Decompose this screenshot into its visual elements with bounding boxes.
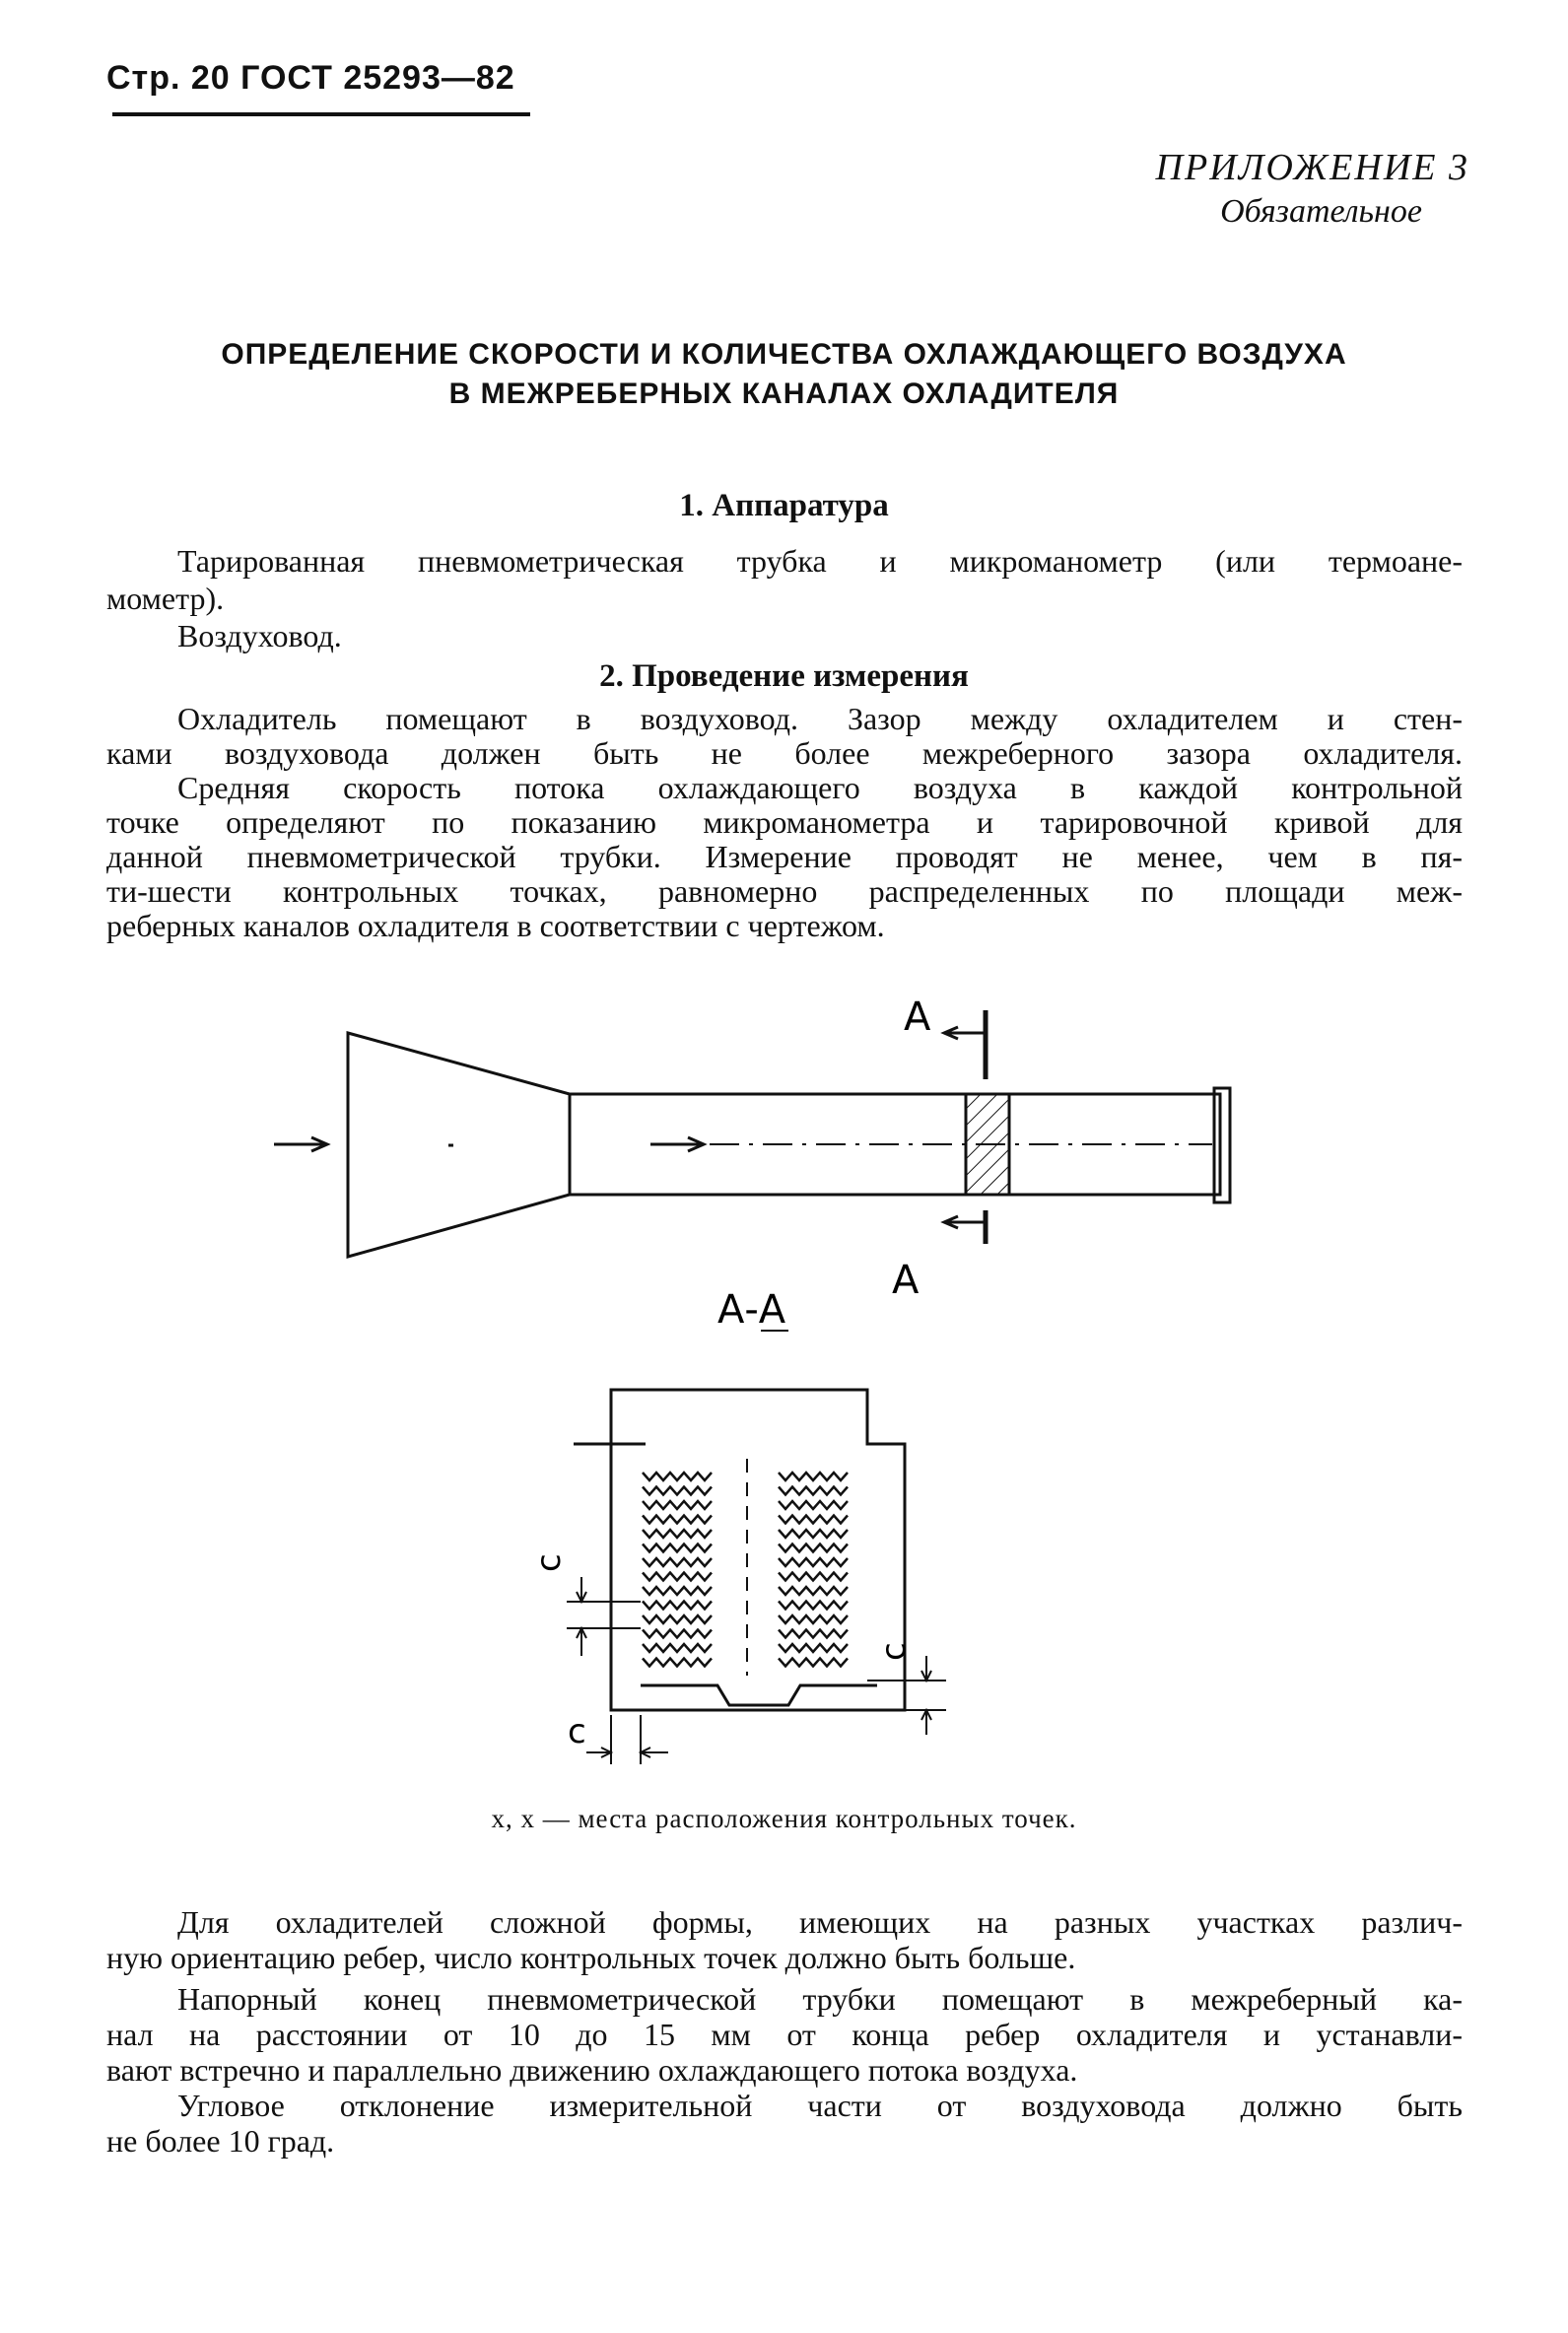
fin	[779, 1544, 848, 1552]
fin	[643, 1501, 712, 1509]
closing-line: Угловое отклонение измерительной части от воздуховода должно быть	[177, 2088, 1463, 2123]
section-1-p1-line-2: мометр).	[106, 581, 225, 616]
section-label-top: А	[904, 995, 931, 1040]
fin	[779, 1487, 848, 1495]
fin	[779, 1530, 848, 1538]
fin	[643, 1558, 712, 1566]
duct-funnel	[348, 1033, 570, 1257]
section-2-line: ти-шести контрольных точках, равномерно распределенных по площади меж-	[106, 873, 1463, 909]
base-contour	[641, 1685, 877, 1705]
section-2-line: данной пневмометрической трубки. Измерение проводят не менее, чем в пя-	[106, 839, 1463, 874]
section-2-line: Охладитель помещают в воздуховод. Зазор между охладителем и стен-	[177, 701, 1463, 736]
fin	[643, 1530, 712, 1538]
duct-end-cap	[1214, 1088, 1230, 1202]
fin	[779, 1644, 848, 1652]
section-2-line: Средняя скорость потока охлаждающего воздуха в каждой контрольной	[177, 770, 1463, 805]
fins-left	[643, 1473, 712, 1667]
fin	[643, 1516, 712, 1524]
closing-line: вают встречно и параллельно движению охлаждающего потока воздуха.	[106, 2052, 1078, 2088]
section-2-line: точке определяют по показанию микроманометра и тарировочной кривой для	[106, 804, 1463, 840]
closing-line: ную ориентацию ребер, число контрольных точек должно быть больше.	[106, 1940, 1076, 1975]
section-label-bottom: А	[892, 1258, 920, 1303]
fin	[643, 1659, 712, 1667]
dim-label-bottom: с	[568, 1712, 586, 1751]
fin	[643, 1644, 712, 1652]
fin	[779, 1473, 848, 1480]
figure-caption: x, x — места расположения контрольных точек.	[491, 1804, 1077, 1833]
fin	[779, 1573, 848, 1581]
fin	[779, 1630, 848, 1638]
appendix-subtitle: Обязательное	[1220, 193, 1422, 230]
fin	[643, 1487, 712, 1495]
fin	[643, 1615, 712, 1623]
page-header: Стр. 20 ГОСТ 25293—82	[106, 59, 515, 97]
fin	[779, 1516, 848, 1524]
fin	[643, 1473, 712, 1480]
closing-line: нал на расстоянии от 10 до 15 мм от конца ребер охладителя и устанавли-	[106, 2017, 1463, 2052]
dimension-marks	[567, 1577, 946, 1764]
fin	[779, 1501, 848, 1509]
section-aa-base	[641, 1459, 877, 1705]
closing-line: не более 10 град.	[106, 2123, 335, 2159]
fin	[643, 1544, 712, 1552]
fins-right	[779, 1473, 848, 1667]
section-view-label: А-А	[717, 1287, 786, 1333]
closing-line: Для охладителей сложной формы, имеющих на разных участках различ-	[177, 1904, 1463, 1940]
appendix-title: ПРИЛОЖЕНИЕ 3	[1155, 147, 1469, 188]
fin	[643, 1602, 712, 1610]
section-1-heading: 1. Аппаратура	[679, 488, 889, 523]
dim-label-right: с	[874, 1642, 914, 1661]
title-line-2: В МЕЖРЕБЕРНЫХ КАНАЛАХ ОХЛАДИТЕЛЯ	[448, 377, 1120, 410]
fin	[779, 1602, 848, 1610]
section-2-line: ками воздуховода должен быть не более межреберного зазора охладителя.	[106, 735, 1463, 771]
closing-text	[106, 1904, 1463, 2159]
section-1-paragraph-2: Воздуховод.	[177, 618, 342, 653]
fin	[643, 1573, 712, 1581]
section-2-line: реберных каналов охладителя в соответствии с чертежом.	[106, 908, 885, 943]
fin	[643, 1587, 712, 1595]
dim-label-left: с	[529, 1553, 569, 1572]
fin	[779, 1615, 848, 1623]
section-1-p1-line-1: Тарированная пневмометрическая трубка и микроманометр (или термоане-	[177, 543, 1463, 579]
fin	[779, 1659, 848, 1667]
title-line-1: ОПРЕДЕЛЕНИЕ СКОРОСТИ И КОЛИЧЕСТВА ОХЛАЖДАЮЩЕГО ВОЗДУХА	[221, 338, 1347, 371]
fin	[643, 1630, 712, 1638]
duct-drawing	[274, 1010, 1230, 1257]
section-aa-drawing	[574, 1390, 905, 1710]
section-2-heading: 2. Проведение измерения	[599, 658, 969, 694]
closing-line: Напорный конец пневмометрической трубки помещают в межреберный ка-	[177, 1981, 1463, 2017]
section-aa-outline	[611, 1390, 905, 1710]
fin	[779, 1558, 848, 1566]
fin	[779, 1587, 848, 1595]
